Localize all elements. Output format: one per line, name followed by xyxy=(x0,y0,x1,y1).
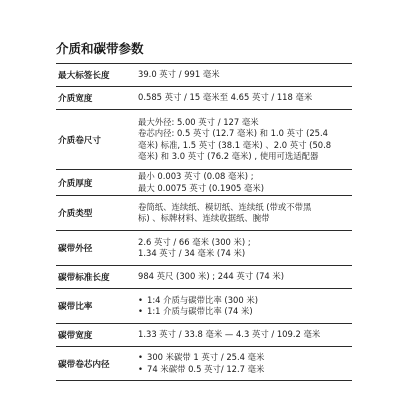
spec-value-line: 984 英尺 (300 米) ; 244 英寸 (74 米) xyxy=(138,271,285,282)
spec-label: 碳带比率 xyxy=(58,302,93,312)
section-title: 介质和碳带参数 xyxy=(56,41,144,56)
spec-label: 碳带卷芯内径 xyxy=(58,359,110,370)
spec-row-media-thickness xyxy=(56,169,352,195)
spec-value xyxy=(138,87,352,109)
spec-value-line: 最小 0.003 英寸 (0.08 毫米) ; xyxy=(138,171,254,182)
spec-value-line: 1.34 英寸 / 34 毫米 (74 米) xyxy=(138,248,246,258)
spec-value xyxy=(138,170,352,195)
spec-value-bullet: • 1:1 介质与碳带比率 (74 米) xyxy=(138,306,352,317)
spec-value xyxy=(138,196,352,230)
spec-row-media-roll-size xyxy=(56,109,352,169)
spec-table xyxy=(56,63,352,381)
spec-value-line: 毫米) 和 3.0 英寸 (76.2 毫米) , 使用可选适配器 xyxy=(138,150,319,161)
spec-value xyxy=(138,64,352,86)
spec-value-bullet: • 74 米碳带 0.5 英寸/ 12.7 毫米 xyxy=(138,364,352,375)
spec-value-line: 标) 、标牌材料、连续收据纸、腕带 xyxy=(138,213,270,223)
spec-value-bullet: • 300 米碳带 1 英寸 / 25.4 毫米 xyxy=(138,352,352,363)
spec-label: 介质类型 xyxy=(58,209,93,219)
spec-row-ribbon-ratio xyxy=(56,288,352,323)
spec-value xyxy=(138,289,352,323)
spec-value-line: 最大 0.0075 英寸 (0.1905 毫米) xyxy=(138,182,265,193)
spec-value-line: 39.0 英寸 / 991 毫米 xyxy=(138,69,220,80)
spec-label: 介质厚度 xyxy=(58,178,93,189)
spec-value xyxy=(138,324,352,346)
spec-row-max-label-length xyxy=(56,63,352,86)
spec-value-line: 2.6 英寸 / 66 毫米 (300 米) ; xyxy=(138,236,251,247)
spec-row-ribbon-core-inner-diameter xyxy=(56,346,352,381)
spec-label: 最大标签长度 xyxy=(58,71,110,81)
spec-value xyxy=(138,110,352,169)
spec-row-ribbon-outer-diameter xyxy=(56,230,352,265)
spec-label: 碳带宽度 xyxy=(58,331,93,341)
spec-value-line: 0.585 英寸 / 15 毫米至 4.65 英寸 / 118 毫米 xyxy=(138,92,313,103)
spec-value-line: 毫米) 标准, 1.5 英寸 (38.1 毫米) 、2.0 英寸 (50.8 xyxy=(138,139,332,150)
spec-value xyxy=(138,347,352,380)
spec-value xyxy=(138,231,352,265)
spec-label: 碳带外径 xyxy=(58,244,93,254)
spec-value-line: 最大外径: 5.00 英寸 / 127 毫米 xyxy=(138,117,259,128)
spec-row-ribbon-width xyxy=(56,323,352,346)
spec-value-bullet: • 1:4 介质与碳带比率 (300 米) xyxy=(138,295,352,306)
spec-label: 碳带标准长度 xyxy=(58,273,110,283)
spec-label: 介质卷尺寸 xyxy=(58,135,101,146)
spec-row-media-type xyxy=(56,195,352,230)
spec-row-ribbon-standard-length xyxy=(56,265,352,288)
spec-row-media-width xyxy=(56,86,352,109)
spec-label: 介质宽度 xyxy=(58,94,93,104)
spec-value-line: 卷筒纸、连续纸、模切纸、连续纸 (带或不带黑 xyxy=(138,201,312,212)
spec-value xyxy=(138,266,352,288)
spec-value-line: 1.33 英寸 / 33.8 毫米 — 4.3 英寸 / 109.2 毫米 xyxy=(138,329,321,340)
spec-value-line: 卷芯内径: 0.5 英寸 (12.7 毫米) 和 1.0 英寸 (25.4 xyxy=(138,128,328,139)
